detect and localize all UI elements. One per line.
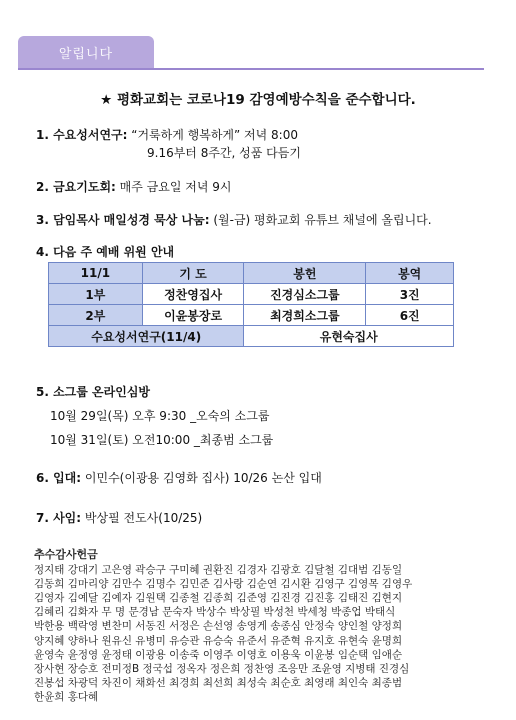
- item-friday-prayer: [36, 178, 232, 195]
- table-cell: 1부: [49, 284, 143, 305]
- item-resignation: [36, 509, 202, 526]
- table-cell: 2부: [49, 305, 143, 326]
- donors-line: 김영자 김예달 김예자 김원택 김종철 김종희 김준영 김진경 김진홍 김태진 김현지: [34, 592, 403, 605]
- item-title: 4. 다음 주 예배 위원 안내: [36, 245, 175, 259]
- item-title: 5. 소그룹 온라인심방: [36, 385, 151, 399]
- item-title: 6. 입대:: [36, 471, 82, 485]
- item-text: 박상필 전도사(10/25): [81, 511, 203, 525]
- table-row: [49, 284, 454, 305]
- item-title: 1. 수요성서연구:: [36, 128, 128, 142]
- item-pastor-meditation: [36, 211, 432, 228]
- item-title: 7. 사임:: [36, 511, 82, 525]
- donors-line: 박한용 백락영 변찬미 서동진 서정은 손선영 송영게 송종심 안정숙 양인철 양정희: [34, 620, 403, 633]
- notice-tab-bar: [18, 36, 484, 70]
- table-cell: 최경희소그룹: [244, 305, 366, 326]
- item-small-group-visit: [36, 383, 150, 400]
- table-row-wednesday: [49, 326, 454, 347]
- item-text: 매주 금요일 저녁 9시: [115, 180, 232, 194]
- item-text: 이민수(이광용 김영화 집사) 10/26 논산 입대: [81, 471, 322, 485]
- item-enlistment: [36, 469, 322, 486]
- tab-underline: [18, 68, 484, 70]
- table-row: [49, 305, 454, 326]
- table-header-cell: 봉헌: [244, 263, 366, 284]
- table-header-row: [49, 263, 454, 284]
- item-wednesday-bible-study: [36, 126, 298, 143]
- donors-line: 정지태 강대기 고은영 곽승구 구미혜 권환진 김경자 김광호 김달철 김대범 김동일: [34, 564, 403, 577]
- item-text: (월-금) 평화교회 유튜브 채널에 올립니다.: [209, 213, 432, 227]
- donors-line: 윤영숙 윤정영 윤정태 이광용 이송죽 이영주 이영호 이용욱 이윤봉 임순택 임애순: [34, 648, 403, 661]
- table-header-cell: 봉역: [366, 263, 454, 284]
- donors-line: 한윤희 홍다혜: [34, 690, 99, 703]
- table-cell: 3진: [366, 284, 454, 305]
- table-header-cell: 기 도: [142, 263, 244, 284]
- small-group-entry: 10월 29일(목) 오후 9:30 _오숙의 소그룹: [50, 409, 270, 423]
- table-cell: 정찬영집사: [142, 284, 244, 305]
- table-header-cell: 11/1: [49, 263, 143, 284]
- thanksgiving-offering-list: [34, 548, 486, 704]
- item-title: 3. 담임목사 매일성경 묵상 나눔:: [36, 213, 210, 227]
- table-cell: 유현숙집사: [244, 326, 454, 347]
- donors-title: 추수감사헌금: [34, 548, 98, 561]
- donors-line: 양지혜 양하나 원유신 유병미 유승관 유승숙 유준서 유준혁 유지호 유현숙 윤명희: [34, 634, 403, 647]
- table-cell: 이윤봉장로: [142, 305, 244, 326]
- worship-table: [48, 262, 454, 347]
- item-worship-committee: [36, 243, 174, 260]
- small-group-entry: 10월 31일(토) 오전10:00 _최종범 소그룹: [50, 433, 274, 447]
- item-title: 2. 금요기도회:: [36, 180, 116, 194]
- donors-line: 장사현 장승호 전미정B 정국섭 정옥자 정은희 정찬영 조응만 조윤영 지병태 진경심: [34, 662, 410, 675]
- table-cell: 수요성서연구(11/4): [49, 326, 244, 347]
- item-sub-text: 9.16부터 8주간, 성품 다듬기: [147, 146, 301, 160]
- donors-line: 김동희 김마리양 김만수 김명수 김민준 김사랑 김순연 김시환 김영구 김영목 김영우: [34, 578, 413, 591]
- table-cell: 6진: [366, 305, 454, 326]
- notice-tab[interactable]: 알립니다: [18, 36, 154, 68]
- headline: ★ 평화교회는 코로나19 감영예방수칙을 준수합니다.: [100, 92, 416, 108]
- item-text: “거룩하게 행복하게” 저녁 8:00: [127, 128, 298, 142]
- table-cell: 진경심소그룹: [244, 284, 366, 305]
- donors-line: 진봉섭 차광덕 차진이 채화선 최경희 최선희 최성숙 최순호 최영래 최인숙 최종범: [34, 676, 403, 689]
- donors-line: 김혜리 김화자 무 명 문경남 문숙자 박상수 박상필 박성천 박세청 박종업 박태식: [34, 606, 396, 619]
